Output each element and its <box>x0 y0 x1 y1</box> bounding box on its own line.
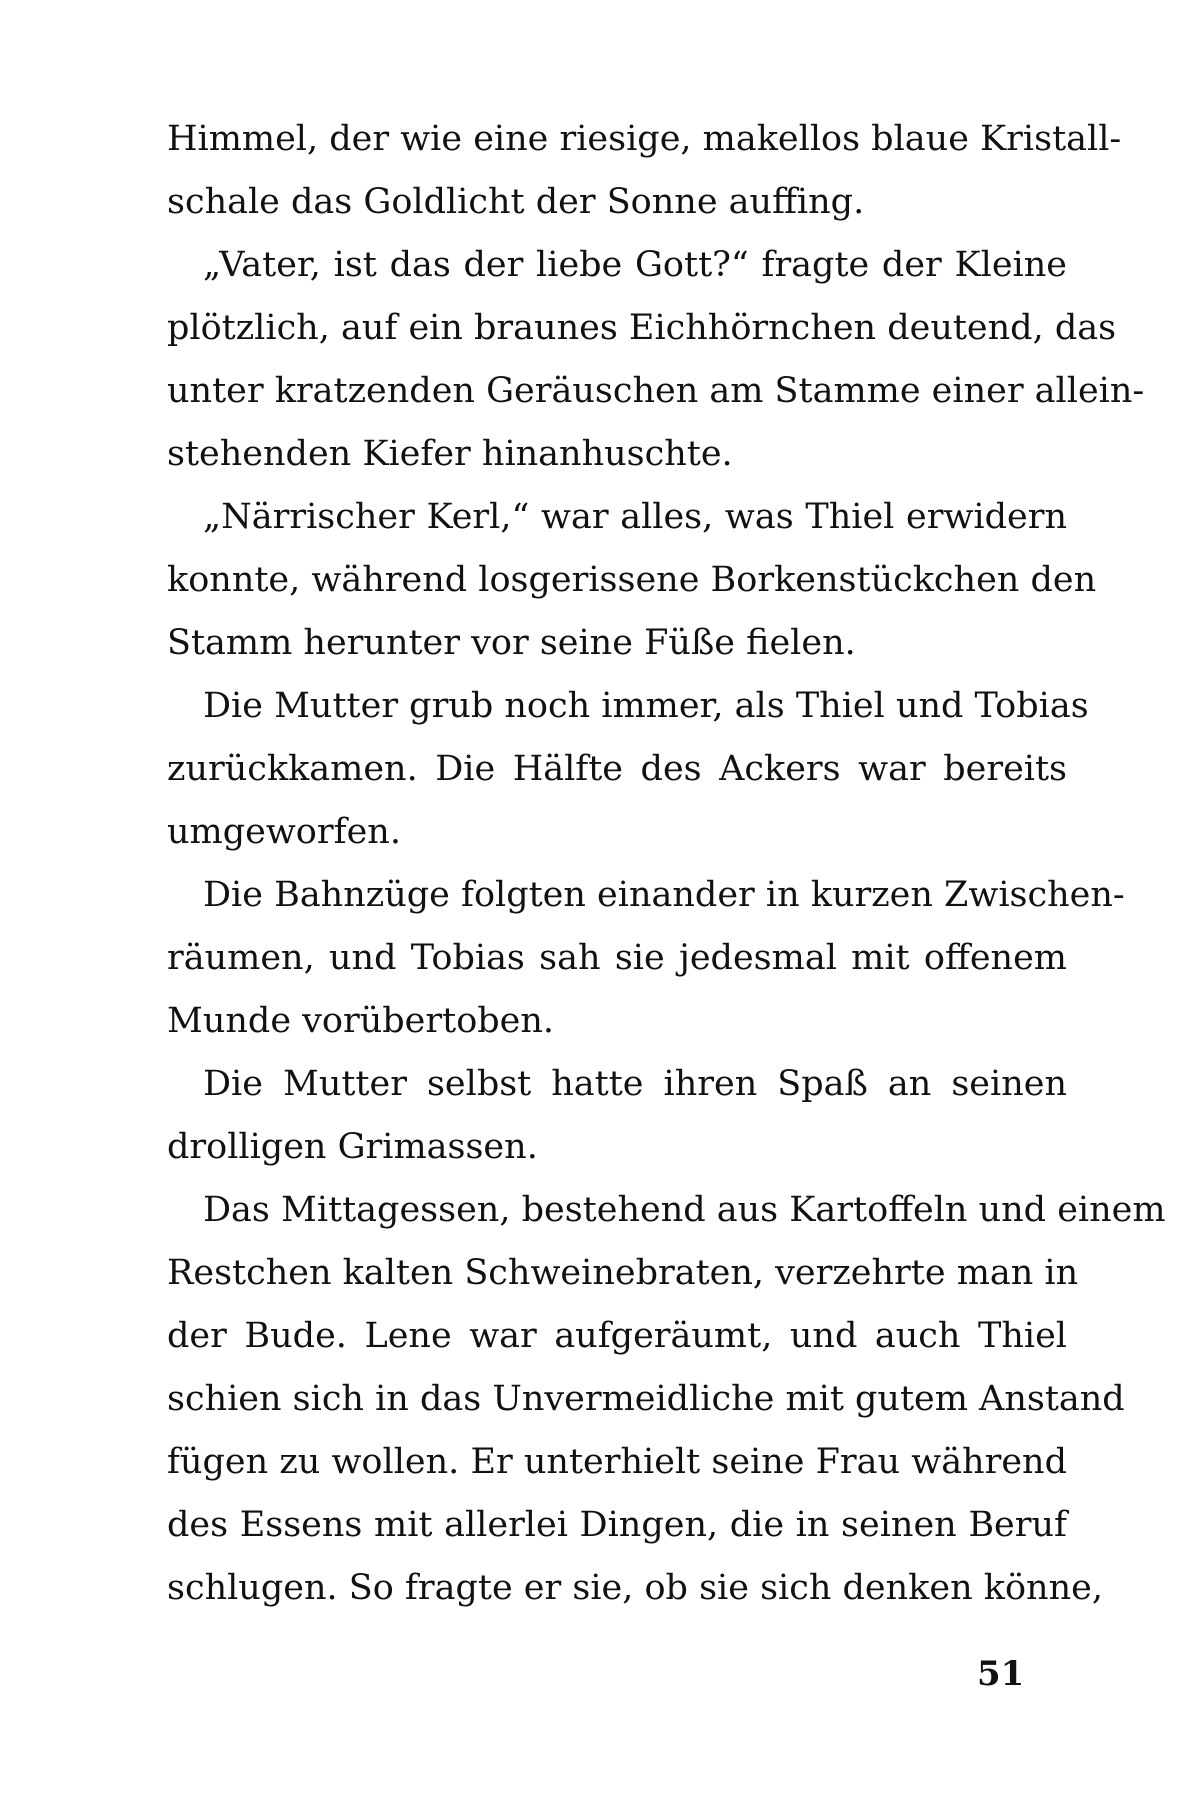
text-line: fügen zu wollen. Er unterhielt seine Frau während <box>167 1442 1067 1482</box>
text-line: Das Mittagessen, bestehend aus Kartoffeln und einem <box>203 1190 1166 1230</box>
text-line: drolligen Grimassen. <box>167 1127 538 1167</box>
text-line: des Essens mit allerlei Dingen, die in seinen Beruf <box>167 1505 1067 1545</box>
text-line: konnte, während losgerissene Borkenstückchen den <box>167 560 1097 600</box>
text-line: schien sich in das Unvermeidliche mit gutem Anstand <box>167 1379 1125 1419</box>
text-line: unter kratzenden Geräuschen am Stamme einer allein- <box>167 371 1145 411</box>
text-line: Munde vorübertoben. <box>167 1001 555 1041</box>
text-line: schale das Goldlicht der Sonne auffing. <box>167 182 865 222</box>
text-line: zurückkamen. Die Hälfte des Ackers war bereits <box>167 749 1067 789</box>
text-line: plötzlich, auf ein braunes Eichhörnchen deutend, das <box>167 308 1117 348</box>
text-line: Die Mutter grub noch immer, als Thiel und Tobias <box>203 686 1089 726</box>
text-line: Die Mutter selbst hatte ihren Spaß an seinen <box>203 1064 1067 1104</box>
text-line: Stamm herunter vor seine Füße fielen. <box>167 623 856 663</box>
text-line: Die Bahnzüge folgten einander in kurzen Zwischen- <box>203 875 1125 915</box>
text-line: umgeworfen. <box>167 812 401 852</box>
text-line: der Bude. Lene war aufgeräumt, und auch Thiel <box>167 1316 1067 1356</box>
text-line: räumen, und Tobias sah sie jedesmal mit offenem <box>167 938 1067 978</box>
text-line: „Vater, ist das der liebe Gott?“ fragte der Kleine <box>203 245 1067 285</box>
body-text <box>167 108 1166 1620</box>
text-line: stehenden Kiefer hinanhuschte. <box>167 434 733 474</box>
text-line: Restchen kalten Schweinebraten, verzehrte man in <box>167 1253 1079 1293</box>
text-line: Himmel, der wie eine riesige, makellos blaue Kristall- <box>167 119 1122 159</box>
text-line: schlugen. So fragte er sie, ob sie sich denken könne, <box>167 1568 1103 1608</box>
page-number: 51 <box>977 1654 1025 1694</box>
text-line: „Närrischer Kerl,“ war alles, was Thiel erwidern <box>203 497 1067 537</box>
